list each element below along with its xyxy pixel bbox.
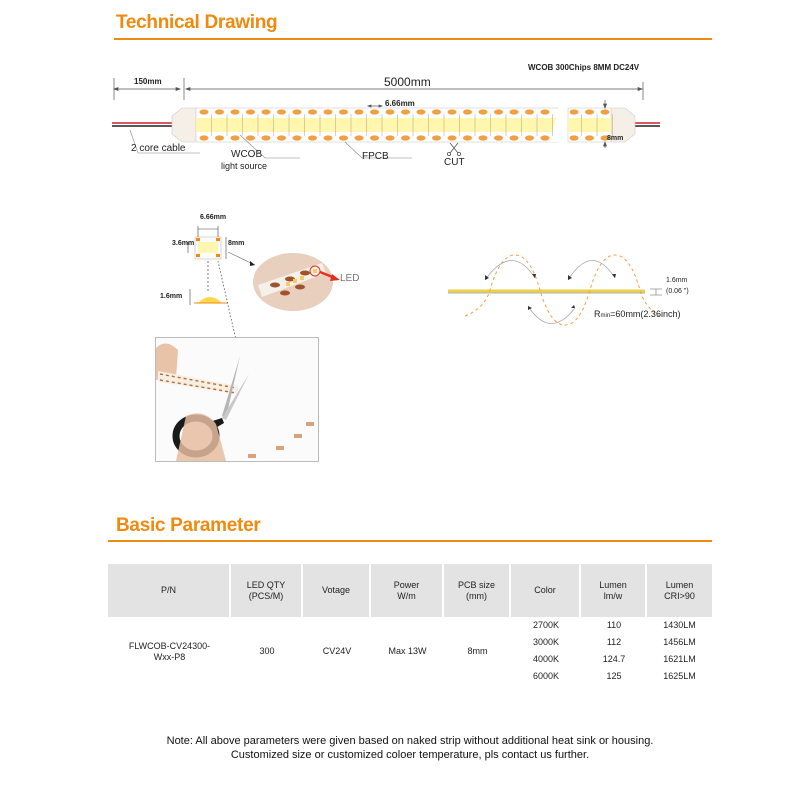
led-chip: [401, 135, 410, 140]
arrow-head: [368, 105, 371, 107]
led-chip: [570, 135, 579, 140]
arrow-head: [379, 105, 382, 107]
led-chip: [541, 135, 550, 140]
dim-strip-length: 5000mm: [384, 75, 431, 89]
bend-arrow: [568, 260, 615, 280]
cell-power: Max 13W: [388, 645, 427, 656]
label-light-source: light source: [221, 161, 268, 171]
label-cable: 2 core cable: [131, 143, 186, 154]
led-chip: [308, 135, 317, 140]
projection-line: [218, 261, 236, 340]
led-chip: [510, 135, 519, 140]
strip-spec-label: WCOB 300Chips 8MM DC24V: [528, 63, 640, 72]
cell-pn-line-2: Wxx-P8: [153, 652, 186, 662]
led-chip: [479, 135, 488, 140]
detail-led-width: 3.6mm: [172, 240, 195, 247]
header-led-qty: [231, 564, 303, 617]
chip-pad: [216, 254, 220, 257]
led-chip: [293, 109, 302, 114]
header-sublabel: (PCS/M): [248, 590, 284, 601]
led-chip: [246, 135, 255, 140]
strip-drawing: [100, 70, 660, 180]
bend-radius-value: =60mm(2.36inch): [610, 309, 681, 319]
led-chip: [277, 109, 286, 114]
header-label: Power: [393, 579, 420, 590]
label-wcob: WCOB: [231, 149, 263, 160]
led-chip: [510, 109, 519, 114]
led-chip: [262, 135, 271, 140]
led-chip: [479, 109, 488, 114]
cell-color: 2700K: [532, 620, 560, 630]
bend-radius-prefix: R: [594, 309, 601, 319]
arrow-head: [250, 261, 255, 266]
led-chip: [370, 135, 379, 140]
cell-pn-line-1: FLWCOB-CV24300-: [128, 641, 211, 651]
led-chip: [417, 135, 426, 140]
header-label: LED QTY: [246, 579, 286, 590]
led-chip: [324, 135, 333, 140]
cell-voltage: CV24V: [322, 645, 352, 656]
cell-lumen: 1456LM: [663, 637, 696, 647]
header-label: P/N: [160, 585, 176, 595]
section-divider: [114, 38, 712, 40]
scissors-photo-illustration: [156, 338, 318, 461]
header-sublabel: lm/w: [603, 590, 623, 601]
thickness-marker: [650, 289, 662, 295]
bend-arrow: [528, 306, 575, 324]
led-chip: [417, 109, 426, 114]
detail-height: 1.6mm: [160, 293, 183, 300]
table-header-row: [108, 564, 712, 617]
header-label: PCB size: [457, 579, 495, 590]
led-chip: [386, 135, 395, 140]
section-title-basic-parameter: Basic Parameter: [116, 515, 261, 536]
bend-radius-sub: min: [600, 313, 611, 319]
detail-pitch: 6.66mm: [200, 214, 227, 221]
led-chip: [448, 109, 457, 114]
led-chip: [231, 135, 240, 140]
chip-pad: [216, 238, 220, 241]
cutting-photo: [155, 337, 319, 462]
led-chip: [601, 109, 610, 114]
led-chip: [215, 109, 224, 114]
section-title-technical-drawing: Technical Drawing: [116, 12, 278, 33]
cell-lumen: 1625LM: [663, 671, 696, 681]
section-divider: [108, 540, 712, 542]
header-color: [511, 564, 581, 617]
chip-profile: [198, 297, 222, 303]
led-chip: [293, 135, 302, 140]
led-chip: [585, 135, 594, 140]
cell-color: 6000K: [532, 671, 560, 681]
led-chip: [324, 109, 333, 114]
scissors-icon: [447, 143, 460, 156]
led-chip: [355, 109, 364, 114]
led-chip: [570, 109, 579, 114]
led-chip: [463, 109, 472, 114]
arrow-head: [114, 88, 118, 91]
led-callout-label: LED: [340, 273, 360, 284]
dim-cable-length: 150mm: [134, 77, 162, 86]
photo-strip: [158, 371, 238, 394]
led-chip: [432, 109, 441, 114]
note-line-1: Note: All above parameters were given based on naked strip without additional heat sink or housing.: [166, 735, 654, 747]
cable-left: [112, 123, 172, 126]
header-lumen-cri: [647, 564, 712, 617]
parameter-table: [108, 564, 712, 685]
header-sublabel: (mm): [466, 590, 487, 601]
cell-lumen: 1621LM: [663, 654, 696, 664]
header-sublabel: W/m: [397, 590, 416, 601]
header-label: Lumen: [599, 579, 627, 590]
led-chip: [386, 109, 395, 114]
bend-thickness-mm: 1.6mm: [666, 277, 688, 284]
header-label: Votage: [321, 585, 351, 595]
header-power: [371, 564, 444, 617]
bend-arrow: [485, 260, 535, 280]
led-chip: [370, 109, 379, 114]
strip-light-band: [568, 118, 611, 132]
cell-pn: [108, 617, 231, 685]
detail-pcb-width: 8mm: [228, 240, 245, 247]
arrow-head: [176, 88, 180, 91]
led-chip: [541, 109, 550, 114]
led-chip: [448, 135, 457, 140]
led-chip: [432, 135, 441, 140]
cell-color: 4000K: [532, 654, 560, 664]
scissors-blade: [222, 374, 249, 420]
label-fpcb: FPCB: [362, 151, 389, 162]
led-chip: [525, 109, 534, 114]
arrow-head: [638, 88, 642, 91]
cell-led-qty: 300: [259, 645, 275, 656]
led-chip: [339, 135, 348, 140]
header-pcb-size: [444, 564, 511, 617]
cell-lm-w: 125: [606, 671, 622, 681]
chip-pad: [196, 254, 200, 257]
table-row: [108, 617, 712, 634]
cell-lm-w: 112: [606, 637, 622, 647]
dim-pitch: 6.66mm: [385, 99, 415, 108]
led-chip: [525, 135, 534, 140]
chip-light-area: [198, 242, 218, 253]
cable-right: [635, 123, 660, 126]
led-chip: [355, 135, 364, 140]
header-pn: [108, 564, 231, 617]
cell-lumen: 1430LM: [663, 620, 696, 630]
label-cut: CUT: [444, 157, 465, 168]
led-chip: [246, 109, 255, 114]
cell-color: 3000K: [532, 637, 560, 647]
led-chip: [494, 109, 503, 114]
led-chip: [200, 135, 209, 140]
led-chip: [262, 109, 271, 114]
led-chip: [308, 109, 317, 114]
cell-lm-w: 110: [606, 620, 622, 630]
bend-thickness-in: (0.06 "): [666, 288, 689, 295]
cell-pcb-size: 8mm: [467, 645, 488, 656]
led-chip: [277, 135, 286, 140]
end-cap-left: [172, 108, 196, 142]
header-label: Lumen: [665, 579, 694, 590]
led-chip: [215, 135, 224, 140]
led-chip: [494, 135, 503, 140]
cut-pieces: [248, 422, 314, 458]
bend-radius-label: [594, 310, 680, 320]
header-sublabel: CRI>90: [664, 590, 695, 601]
dim-width: 8mm: [607, 135, 624, 142]
led-chip: [463, 135, 472, 140]
note-line-2: Customized size or customized coloer temperature, pls contact us further.: [230, 749, 590, 761]
led-chip: [231, 109, 240, 114]
header-label: Color: [534, 585, 556, 595]
chip-pad: [196, 238, 200, 241]
led-chip: [339, 109, 348, 114]
header-voltage: [303, 564, 371, 617]
led-chip: [401, 109, 410, 114]
led-chip: [200, 109, 209, 114]
header-lumen-lmw: [581, 564, 647, 617]
chip-detail-drawing: [150, 215, 350, 355]
cell-lm-w: 124.7: [602, 654, 626, 664]
strip-light-band: [196, 118, 558, 132]
arrow-head: [186, 88, 190, 91]
led-chip: [585, 109, 594, 114]
